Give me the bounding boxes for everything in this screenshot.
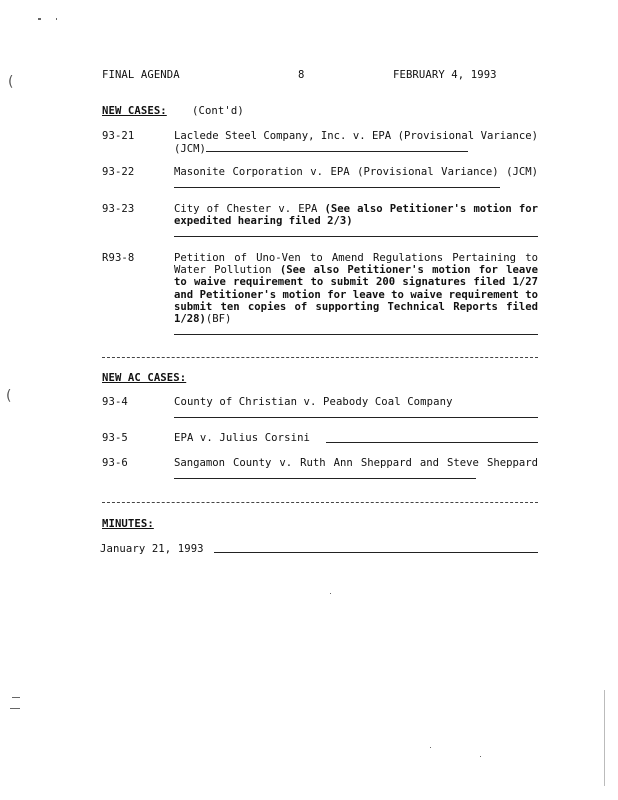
entry-blank-line [174, 236, 538, 237]
page-number: 8 [298, 69, 305, 81]
punch-hole-mark: ( [6, 388, 12, 404]
case-text: Petition of Uno-Ven to Amend Regulations Pertaining to Water Pollution [174, 252, 538, 277]
case-text: Sangamon County v. Ruth Ann Sheppard and Steve Sheppard [174, 457, 538, 469]
punch-hole-mark: ( [8, 74, 14, 90]
header-title: FINAL AGENDA [102, 69, 180, 81]
case-text: City of Chester v. EPA [174, 203, 318, 215]
minutes-entry: January 21, 1993 [100, 543, 204, 555]
case-description [174, 457, 538, 482]
scan-speck [56, 18, 57, 20]
new-cases-heading: NEW CASES: [102, 105, 167, 117]
case-number: 93-4 [102, 396, 128, 408]
section-divider [102, 357, 538, 358]
scan-speck [10, 708, 20, 709]
scan-speck [430, 747, 431, 748]
case-text: EPA v. Julius Corsini [174, 432, 311, 444]
scan-speck [12, 697, 20, 698]
scan-edge-line [604, 690, 605, 786]
case-text: County of Christian v. Peabody Coal Company [174, 396, 453, 408]
case-number: 93-5 [102, 432, 128, 444]
case-text: Masonite Corporation v. EPA (Provisional Variance) (JCM) [174, 166, 538, 178]
case-description [174, 166, 538, 191]
minutes-heading: MINUTES: [102, 518, 154, 530]
case-text: Laclede Steel Company, Inc. v. EPA (Provisional Variance)(JCM) [174, 130, 538, 156]
case-number: 93-21 [102, 130, 135, 142]
scan-speck [480, 756, 481, 757]
contd-label: (Cont'd) [192, 105, 244, 117]
entry-blank-line [174, 334, 538, 335]
scan-speck [330, 593, 331, 594]
entry-blank-line [214, 552, 538, 553]
entry-blank-line [174, 469, 476, 479]
case-note: (See also Petitioner's motion for leave to waive requirement to submit 200 signatures filed 1/27 and Petitioner's motion for leave to waive requirement to submit ten copies of supporting Technical Reports filed 1/28) [174, 264, 538, 326]
case-description [174, 130, 538, 155]
case-description [174, 203, 538, 227]
scan-speck [38, 18, 41, 20]
entry-blank-line [174, 178, 500, 188]
entry-blank-line [174, 417, 538, 418]
entry-blank-line [206, 142, 468, 152]
case-description [174, 252, 538, 325]
case-number: 93-22 [102, 166, 135, 178]
case-number: 93-23 [102, 203, 135, 215]
header-date: FEBRUARY 4, 1993 [393, 69, 497, 81]
section-divider [102, 502, 538, 503]
case-number: R93-8 [102, 252, 135, 264]
case-initials: (BF) [205, 313, 232, 326]
entry-blank-line [326, 442, 538, 443]
new-ac-cases-heading: NEW AC CASES: [102, 372, 187, 384]
case-number: 93-6 [102, 457, 128, 469]
case-note: (See also Petitioner's motion for expedited hearing filed 2/3) [174, 203, 538, 228]
